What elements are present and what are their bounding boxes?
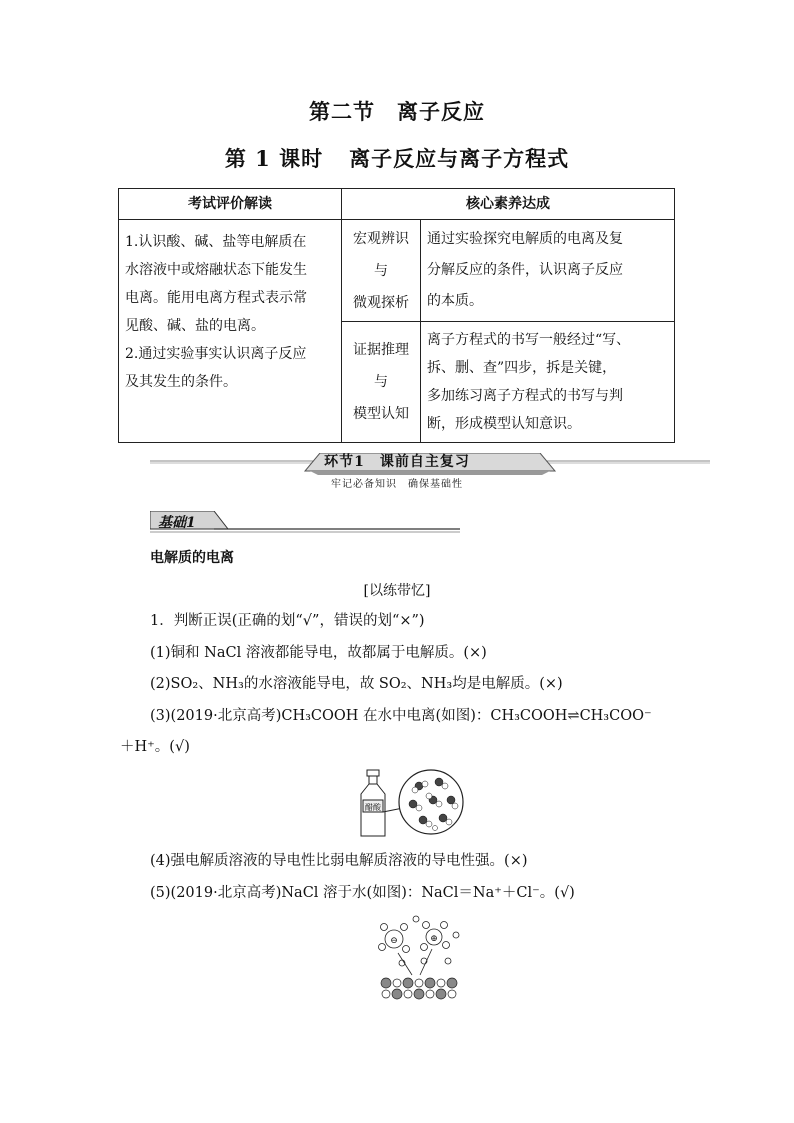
section-name: 离子反应 [397, 99, 485, 124]
label-line: 宏观辨识 [353, 230, 409, 247]
section-title [0, 96, 794, 126]
eval-line: 1.认识酸、碱、盐等电解质在 [125, 234, 307, 250]
hydrated-ions [379, 916, 460, 966]
label-line: 与 [374, 262, 388, 279]
question-1-1: (1)铜和 NaCl 溶液都能导电，故都属于电解质。(×) [150, 645, 487, 661]
literacy-label-2 [342, 322, 421, 443]
eval-line: 见酸、碱、盐的电离。 [125, 318, 265, 334]
lesson-title [0, 143, 794, 173]
desc-line: 拆、删、查”四步，拆是关键， [427, 360, 617, 376]
label-line: 证据推理 [353, 342, 409, 358]
table-header-exam: 考试评价解读 [119, 189, 342, 220]
eval-line: 水溶液中或熔融状态下能发生 [125, 262, 307, 278]
lesson-number: 第 1 课时 [224, 146, 324, 171]
table-header-core: 核心素养达成 [342, 189, 675, 220]
svg-text:⊕: ⊕ [430, 934, 438, 944]
nacl-crystal [381, 978, 457, 999]
eval-line: 电离。能用电离方程式表示常 [125, 290, 307, 306]
label-line: 微观探析 [353, 294, 409, 311]
evaluation-table [118, 188, 675, 443]
desc-line: 离子方程式的书写一般经过“写、 [427, 332, 631, 348]
exam-evaluation-cell [119, 220, 342, 443]
bottle-icon [361, 770, 385, 836]
label-line: 与 [374, 374, 388, 390]
question-1-2: (2)SO₂、NH₃的水溶液能导电，故 SO₂、NH₃均是电解质。(×) [150, 676, 563, 692]
literacy-label-1 [342, 220, 421, 322]
bottle-label: 醋酸 [365, 803, 381, 812]
basis-tag-graphic [150, 511, 460, 533]
desc-line: 的本质。 [427, 293, 483, 309]
svg-text:⊖: ⊖ [390, 936, 398, 946]
eval-line: 2.通过实验事实认识离子反应 [125, 346, 307, 362]
question-1-3-line1: (3)(2019·北京高考)CH₃COOH 在水中电离(如图)：CH₃COOH⇌CH₃COO⁻ [150, 708, 652, 724]
acetic-acid-figure [355, 768, 475, 840]
literacy-desc-1 [421, 220, 675, 322]
banner-subtitle: 牢记必备知识 确保基础性 [331, 479, 463, 490]
question-1-4: (4)强电解质溶液的导电性比弱电解质溶液的导电性强。(×) [150, 853, 528, 869]
lesson-name: 离子反应与离子方程式 [349, 146, 570, 171]
section-number: 第二节 [309, 99, 375, 124]
label-line: 模型认知 [353, 406, 409, 422]
desc-line: 通过实验探究电解质的电离及复 [427, 231, 623, 247]
basis-label: 基础1 [158, 515, 196, 531]
nacl-dissolution-figure [372, 913, 462, 1003]
banner-title: 环节1 课前自主复习 [324, 454, 470, 470]
practice-subtitle: [以练带忆] [363, 583, 431, 599]
desc-line: 分解反应的条件，认识离子反应 [427, 262, 623, 278]
question-1-5: (5)(2019·北京高考)NaCl 溶于水(如图)：NaCl＝Na⁺＋Cl⁻。(√) [150, 885, 575, 901]
desc-line: 多加练习离子方程式的书写与判 [427, 388, 623, 404]
eval-line: 及其发生的条件。 [125, 374, 237, 390]
question-1-3-line2: ＋H⁺。(√) [120, 739, 190, 755]
literacy-desc-2 [421, 322, 675, 443]
topic-title: 电解质的电离 [150, 550, 234, 566]
desc-line: 断，形成模型认知意识。 [427, 416, 581, 432]
question-1: 1．判断正误(正确的划“√”，错误的划“×”) [150, 613, 425, 629]
